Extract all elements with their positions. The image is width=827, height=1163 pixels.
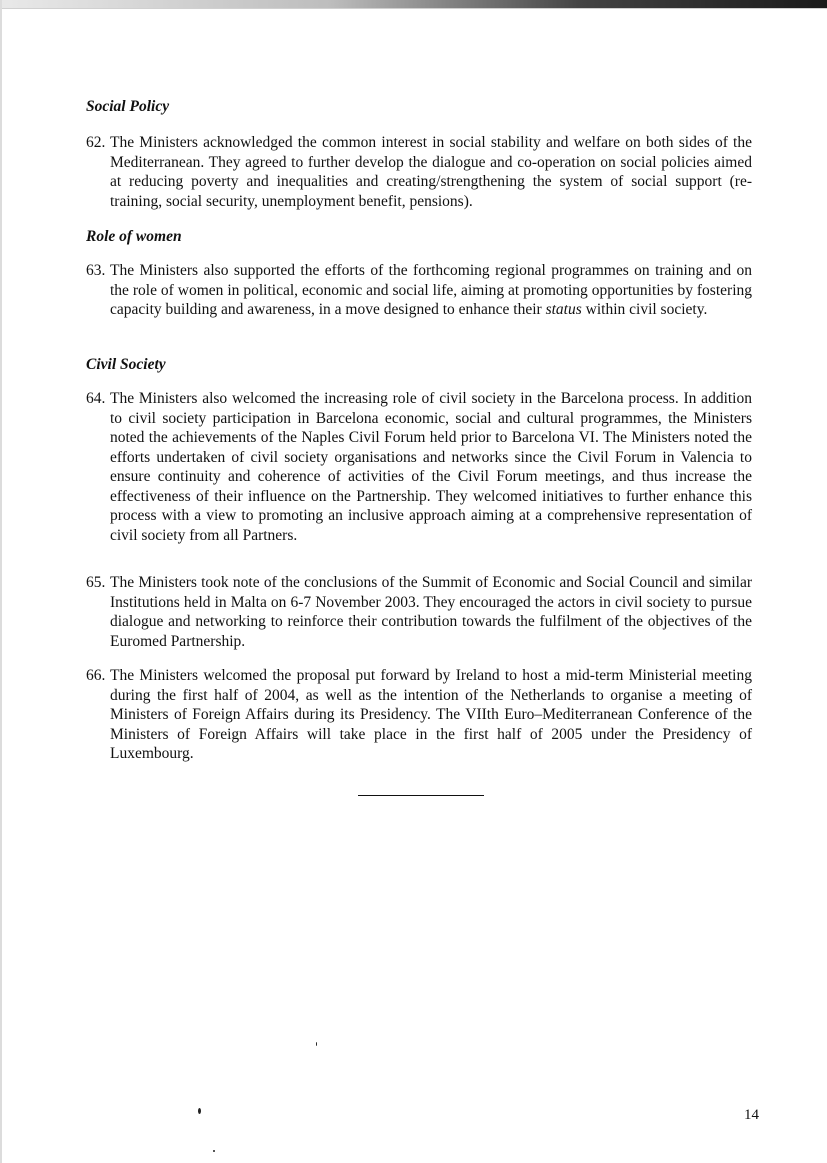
paragraph-number: 62.	[86, 134, 106, 151]
scan-top-edge	[0, 0, 827, 8]
scan-left-edge	[0, 0, 2, 1163]
closing-rule	[358, 795, 484, 796]
paragraph-text: The Ministers welcomed the proposal put forward by Ireland to host a mid-term Ministerial meeting during the first half of 2004, as well as the intention of the Netherlands to organise a meeting of Ministers of Foreign Affairs during its Presidency. The VIIth Euro–Mediterranean Conference of the Ministers of Foreign Affairs will take place in the first half of 2005 under the Presidency of Luxembourg.	[110, 667, 752, 762]
paragraph-number: 65.	[86, 574, 106, 591]
section-heading-social-policy: Social Policy	[86, 98, 170, 115]
paragraph-text: The Ministers also supported the efforts of the forthcoming regional programmes on training and on the role of women in political, economic and social life, aiming at promoting opportunities by fostering capacity building and awareness, in a move designed to enhance their status within civil society.	[110, 262, 752, 318]
scan-speck	[316, 1042, 317, 1046]
paragraph-62	[86, 133, 752, 211]
paragraph-text: The Ministers took note of the conclusions of the Summit of Economic and Social Council and similar Institutions held in Malta on 6-7 November 2003. They encouraged the actors in civil society to pursue dialogue and networking to reinforce their contribution towards the fulfilment of the objectives of the Euromed Partnership.	[110, 574, 752, 650]
section-heading-civil-society: Civil Society	[86, 356, 166, 373]
page-number: 14	[744, 1107, 759, 1123]
paragraph-text: The Ministers also welcomed the increasing role of civil society in the Barcelona process. In addition to civil society participation in Barcelona economic, social and cultural programmes, the Ministers noted the achievements of the Naples Civil Forum held prior to Barcelona VI. The Ministers noted the efforts undertaken of civil society organisations and networks since the Civil Forum in Valencia to ensure continuity and coherence of activities of the Civil Forum meetings, and thus increase the effectiveness of their influence on the Partnership. They welcomed initiatives to further enhance this process with a view to promoting an inclusive approach aiming at a comprehensive representation of civil society from all Partners.	[110, 390, 752, 544]
paragraph-text: The Ministers acknowledged the common interest in social stability and welfare on both sides of the Mediterranean. They agreed to further develop the dialogue and co-operation on social policies aimed at reducing poverty and inequalities and creating/strengthening the system of social support (re-training, social security, unemployment benefit, pensions).	[110, 134, 752, 210]
paragraph-66	[86, 666, 752, 764]
scan-speck	[213, 1150, 215, 1152]
paragraph-63	[86, 261, 752, 320]
emphasis-status: status	[545, 301, 582, 318]
paragraph-number: 63.	[86, 262, 106, 279]
paragraph-65	[86, 573, 752, 651]
section-heading-role-of-women: Role of women	[86, 228, 182, 245]
paragraph-number: 66.	[86, 667, 106, 684]
paragraph-number: 64.	[86, 390, 106, 407]
paragraph-64	[86, 389, 752, 545]
scan-speck	[198, 1108, 201, 1114]
